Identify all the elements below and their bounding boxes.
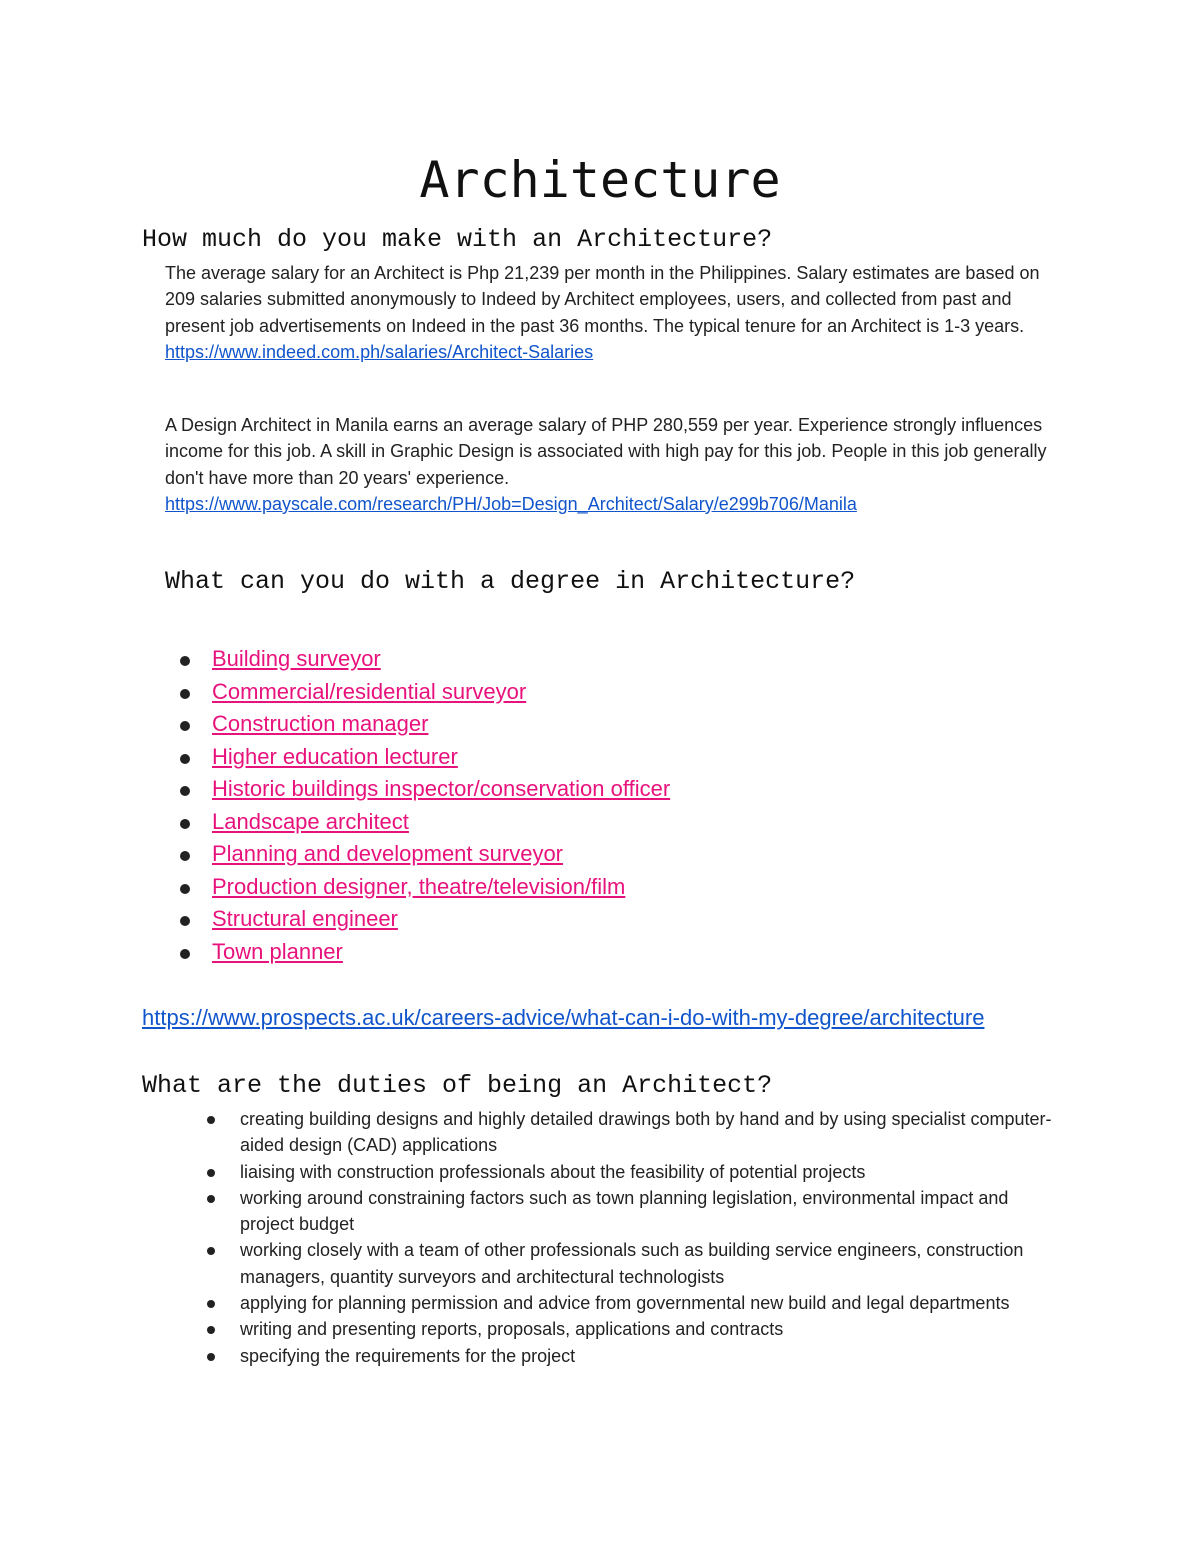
duty-text: writing and presenting reports, proposals, applications and contracts	[240, 1319, 784, 1340]
bullet-icon	[180, 851, 190, 861]
bullet-icon	[207, 1116, 215, 1124]
bullet-icon	[180, 656, 190, 666]
bullet-icon	[180, 786, 190, 796]
career-link-production-designer[interactable]: Production designer, theatre/television/film	[212, 873, 626, 899]
career-link-higher-education-lecturer[interactable]: Higher education lecturer	[212, 743, 458, 769]
duty-text: specifying the requirements for the project	[240, 1345, 576, 1366]
duty-text: creating building designs and highly detailed drawings both by hand and by using specialist computer-aided design (CAD) applications	[240, 1109, 1052, 1156]
list-item	[180, 936, 670, 969]
career-link-construction-manager[interactable]: Construction manager	[212, 711, 429, 736]
careers-list	[180, 643, 670, 968]
bullet-icon	[180, 721, 190, 731]
career-link-town-planner[interactable]: Town planner	[212, 938, 343, 964]
bullet-icon	[207, 1300, 215, 1308]
list-item	[180, 676, 670, 709]
indeed-salary-link[interactable]: https://www.indeed.com.ph/salaries/Architect-Salaries	[165, 341, 594, 362]
list-item	[207, 1290, 1067, 1316]
list-item	[180, 871, 670, 904]
duty-text: applying for planning permission and advice from governmental new build and legal departments	[240, 1293, 1010, 1314]
salary-paragraph-payscale-text: A Design Architect in Manila earns an average salary of PHP 280,559 per year. Experience strongly influences income for this job. A skill in Graphic Design is associated with high pay for this job. People in this job generally don't have more than 20 years' experience.	[165, 415, 1047, 488]
list-item	[207, 1237, 1067, 1290]
list-item	[180, 773, 670, 806]
bullet-icon	[180, 819, 190, 829]
list-item	[180, 838, 670, 871]
list-item	[207, 1316, 1067, 1342]
career-link-commercial-residential-surveyor[interactable]: Commercial/residential surveyor	[212, 678, 527, 704]
career-link-landscape-architect[interactable]: Landscape architect	[212, 808, 409, 834]
bullet-icon	[207, 1169, 215, 1177]
career-link-building-surveyor[interactable]: Building surveyor	[212, 646, 381, 671]
salary-paragraph-indeed	[165, 260, 1065, 365]
list-item	[207, 1185, 1067, 1238]
list-item	[180, 643, 670, 676]
bullet-icon	[180, 949, 190, 959]
duty-text: liaising with construction professionals about the feasibility of potential projects	[240, 1161, 866, 1182]
list-item	[207, 1106, 1067, 1159]
duty-text: working closely with a team of other professionals such as building service engineers, construction managers, quantity surveyors and architectural technologists	[240, 1240, 1024, 1287]
duties-list	[207, 1106, 1067, 1369]
duty-text: working around constraining factors such as town planning legislation, environmental impact and project budget	[240, 1187, 1009, 1235]
bullet-icon	[180, 754, 190, 764]
page-title: Architecture	[419, 151, 781, 209]
list-item	[180, 708, 670, 741]
payscale-salary-link[interactable]: https://www.payscale.com/research/PH/Job=Design_Architect/Salary/e299b706/Manila	[165, 493, 857, 514]
prospects-link[interactable]: https://www.prospects.ac.uk/careers-advice/what-can-i-do-with-my-degree/architecture	[142, 1005, 985, 1030]
bullet-icon	[180, 916, 190, 926]
bullet-icon	[207, 1326, 215, 1334]
prospects-source	[142, 1002, 984, 1034]
bullet-icon	[180, 689, 190, 699]
bullet-icon	[180, 884, 190, 894]
list-item	[180, 903, 670, 936]
list-item	[180, 741, 670, 774]
bullet-icon	[207, 1195, 215, 1203]
career-link-historic-buildings-inspector[interactable]: Historic buildings inspector/conservation officer	[212, 776, 671, 801]
list-item	[207, 1343, 1067, 1369]
bullet-icon	[207, 1247, 215, 1255]
career-link-planning-development-surveyor[interactable]: Planning and development surveyor	[212, 841, 564, 866]
salary-heading: How much do you make with an Architecture?	[142, 225, 773, 254]
list-item	[180, 806, 670, 839]
degree-heading: What can you do with a degree in Architecture?	[165, 567, 856, 596]
career-link-structural-engineer[interactable]: Structural engineer	[212, 906, 398, 931]
list-item	[207, 1159, 1067, 1185]
bullet-icon	[207, 1353, 215, 1361]
duties-heading: What are the duties of being an Architect?	[142, 1071, 773, 1100]
salary-paragraph-payscale	[165, 412, 1065, 517]
salary-paragraph-indeed-text: The average salary for an Architect is Php 21,239 per month in the Philippines. Salary estimates are based on 209 salaries submitted anonymously to Indeed by Architect employees, users, and collected from past and present job advertisements on Indeed in the past 36 months. The typical tenure for an Architect is 1-3 years.	[165, 263, 1040, 336]
